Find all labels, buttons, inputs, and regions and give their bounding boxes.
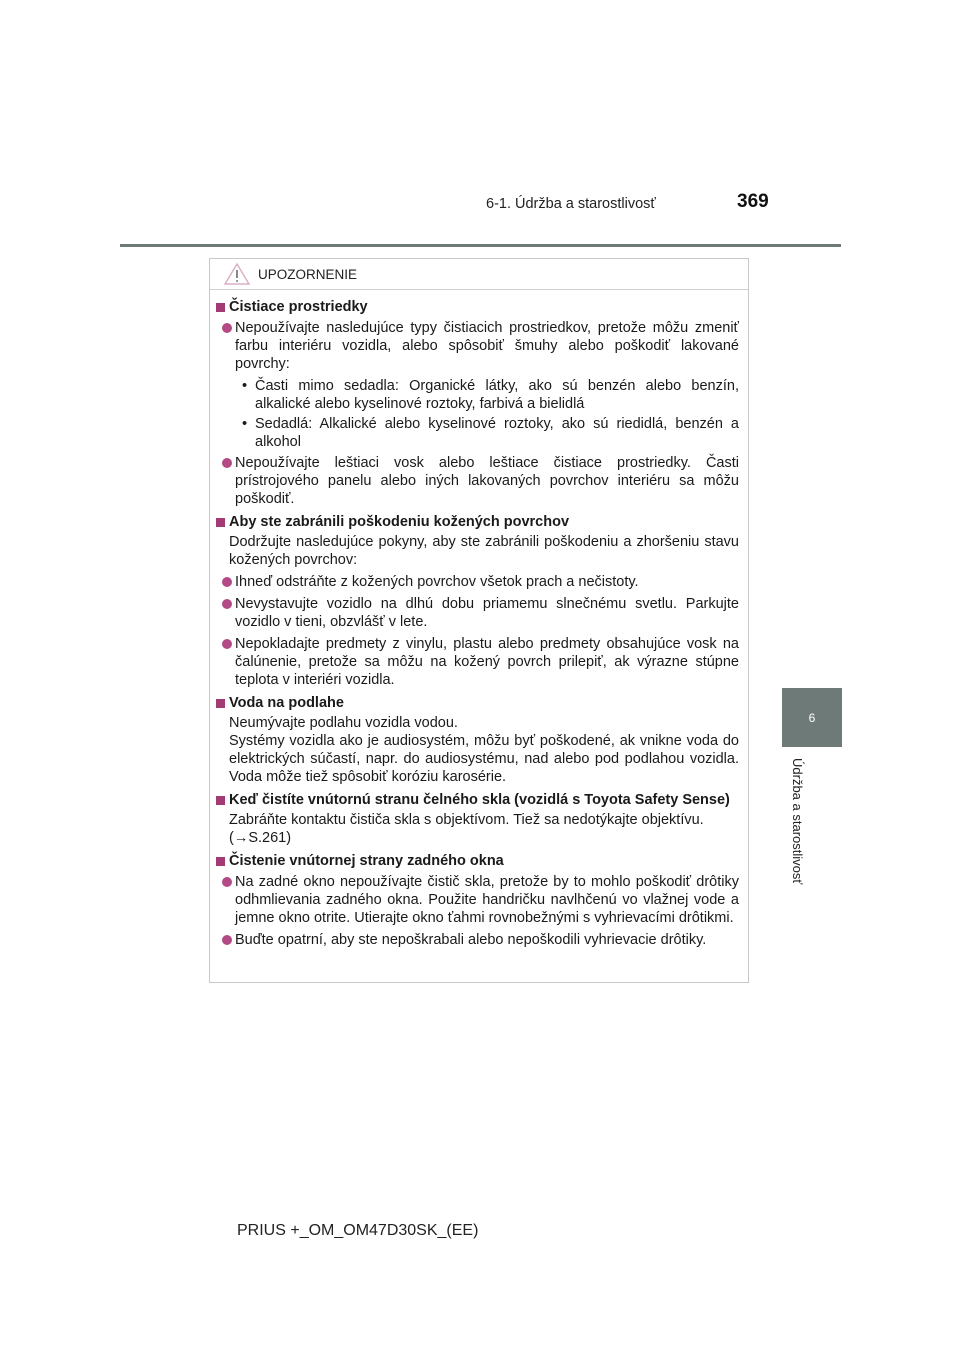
list-item: Buďte opatrní, aby ste nepoškrabali alebo nepoškodili vyhrievacie drôtiky. [222,931,739,949]
paragraph: Neumývajte podlahu vozidla vodou. [229,715,458,731]
list-item: Na zadné okno nepoužívajte čistič skla, pretože by to mohlo poškodiť drôtiky odhmlievania zadného okna. Použite handričku navlhčenú vo vlažnej vode a jemne okno otrite. Utierajte okno ťahmi rovnobežnými s vyhrievacími drôtikmi. [222,873,739,927]
caution-body [210,290,748,949]
square-bullet-icon [216,518,225,527]
circle-bullet-icon [222,935,232,945]
list-item: Nepoužívajte leštiaci vosk alebo leštiace čistiace prostriedky. Časti prístrojového panelu alebo iných lakovaných povrchov interiéru sa môžu poškodiť. [222,454,739,508]
circle-bullet-icon [222,639,232,649]
square-bullet-icon [216,857,225,866]
circle-bullet-icon [222,323,232,333]
square-bullet-icon [216,796,225,805]
section-leather [216,513,739,689]
square-bullet-icon [216,699,225,708]
section-rear-window [216,852,739,949]
section-title: Voda na podlahe [216,694,739,712]
chapter-tab [782,688,842,747]
section-title: Čistiace prostriedky [216,298,739,316]
caution-header [210,259,748,290]
circle-bullet-icon [222,877,232,887]
list-item: Ihneď odstráňte z kožených povrchov všetok prach a nečistoty. [222,573,739,591]
list-item: Nevystavujte vozidlo na dlhú dobu priamemu slnečnému svetlu. Parkujte vozidlo v tieni, obzvlášť v lete. [222,595,739,631]
sub-list-item: • Sedadlá: Alkalické alebo kyselinové roztoky, ako sú riedidlá, benzén a alkohol [242,416,739,450]
section-floor-water [216,694,739,786]
circle-bullet-icon [222,458,232,468]
dot-bullet-icon: • [242,416,248,432]
page-reference: (→S.261) [229,830,292,846]
section-title: Keď čistíte vnútornú stranu čelného skla (vozidlá s Toyota Safety Sense) [216,791,739,809]
document-footer: PRIUS +_OM_OM47D30SK_(EE) [237,1222,479,1239]
sub-list-item: • Časti mimo sedadla: Organické látky, ako sú benzén alebo benzín, alkalické alebo kyselinové roztoky, farbivá a bielidlá [242,378,739,412]
paragraph: Zabráňte kontaktu čističa skla s objektívom. Tiež sa nedotýkajte objektívu. [229,812,704,828]
section-windshield [216,791,739,847]
square-bullet-icon [216,303,225,312]
section-heading: 6-1. Údržba a starostlivosť [486,196,656,212]
circle-bullet-icon [222,577,232,587]
page-number: 369 [737,191,769,212]
dot-bullet-icon: • [242,378,248,394]
section-title: Aby ste zabránili poškodeniu kožených povrchov [216,513,739,531]
chapter-number: 6 [808,710,816,725]
paragraph: Systémy vozidla ako je audiosystém, môžu byť poškodené, ak vnikne voda do elektrických súčastí, napr. do audiosystému, nad alebo pod podlahou vozidla. Voda môže tiež spôsobiť koróziu karosérie. [229,733,739,785]
caution-box [209,258,749,983]
caution-title: UPOZORNENIE [258,266,358,282]
list-item: Nepokladajte predmety z vinylu, plastu alebo predmety obsahujúce vosk na čalúnenie, pretože sa môžu na kožený povrch prilepiť, ak výrazne stúpne teplota v interiéri vozidla. [222,635,739,689]
chapter-label: Údržba a starostlivosť [790,758,805,885]
paragraph: Dodržujte nasledujúce pokyny, aby ste zabránili poškodeniu a zhoršeniu stavu kožených povrchov: [229,534,739,568]
list-item: Nepoužívajte nasledujúce typy čistiacich prostriedkov, pretože môžu zmeniť farbu interiéru vozidla, alebo spôsobiť šmuhy alebo poškodiť lakované povrchy: [222,319,739,373]
warning-triangle-icon [224,263,250,285]
circle-bullet-icon [222,599,232,609]
header-rule [120,244,841,247]
section-cleaning-agents [216,298,739,508]
section-title: Čistenie vnútornej strany zadného okna [216,852,739,870]
